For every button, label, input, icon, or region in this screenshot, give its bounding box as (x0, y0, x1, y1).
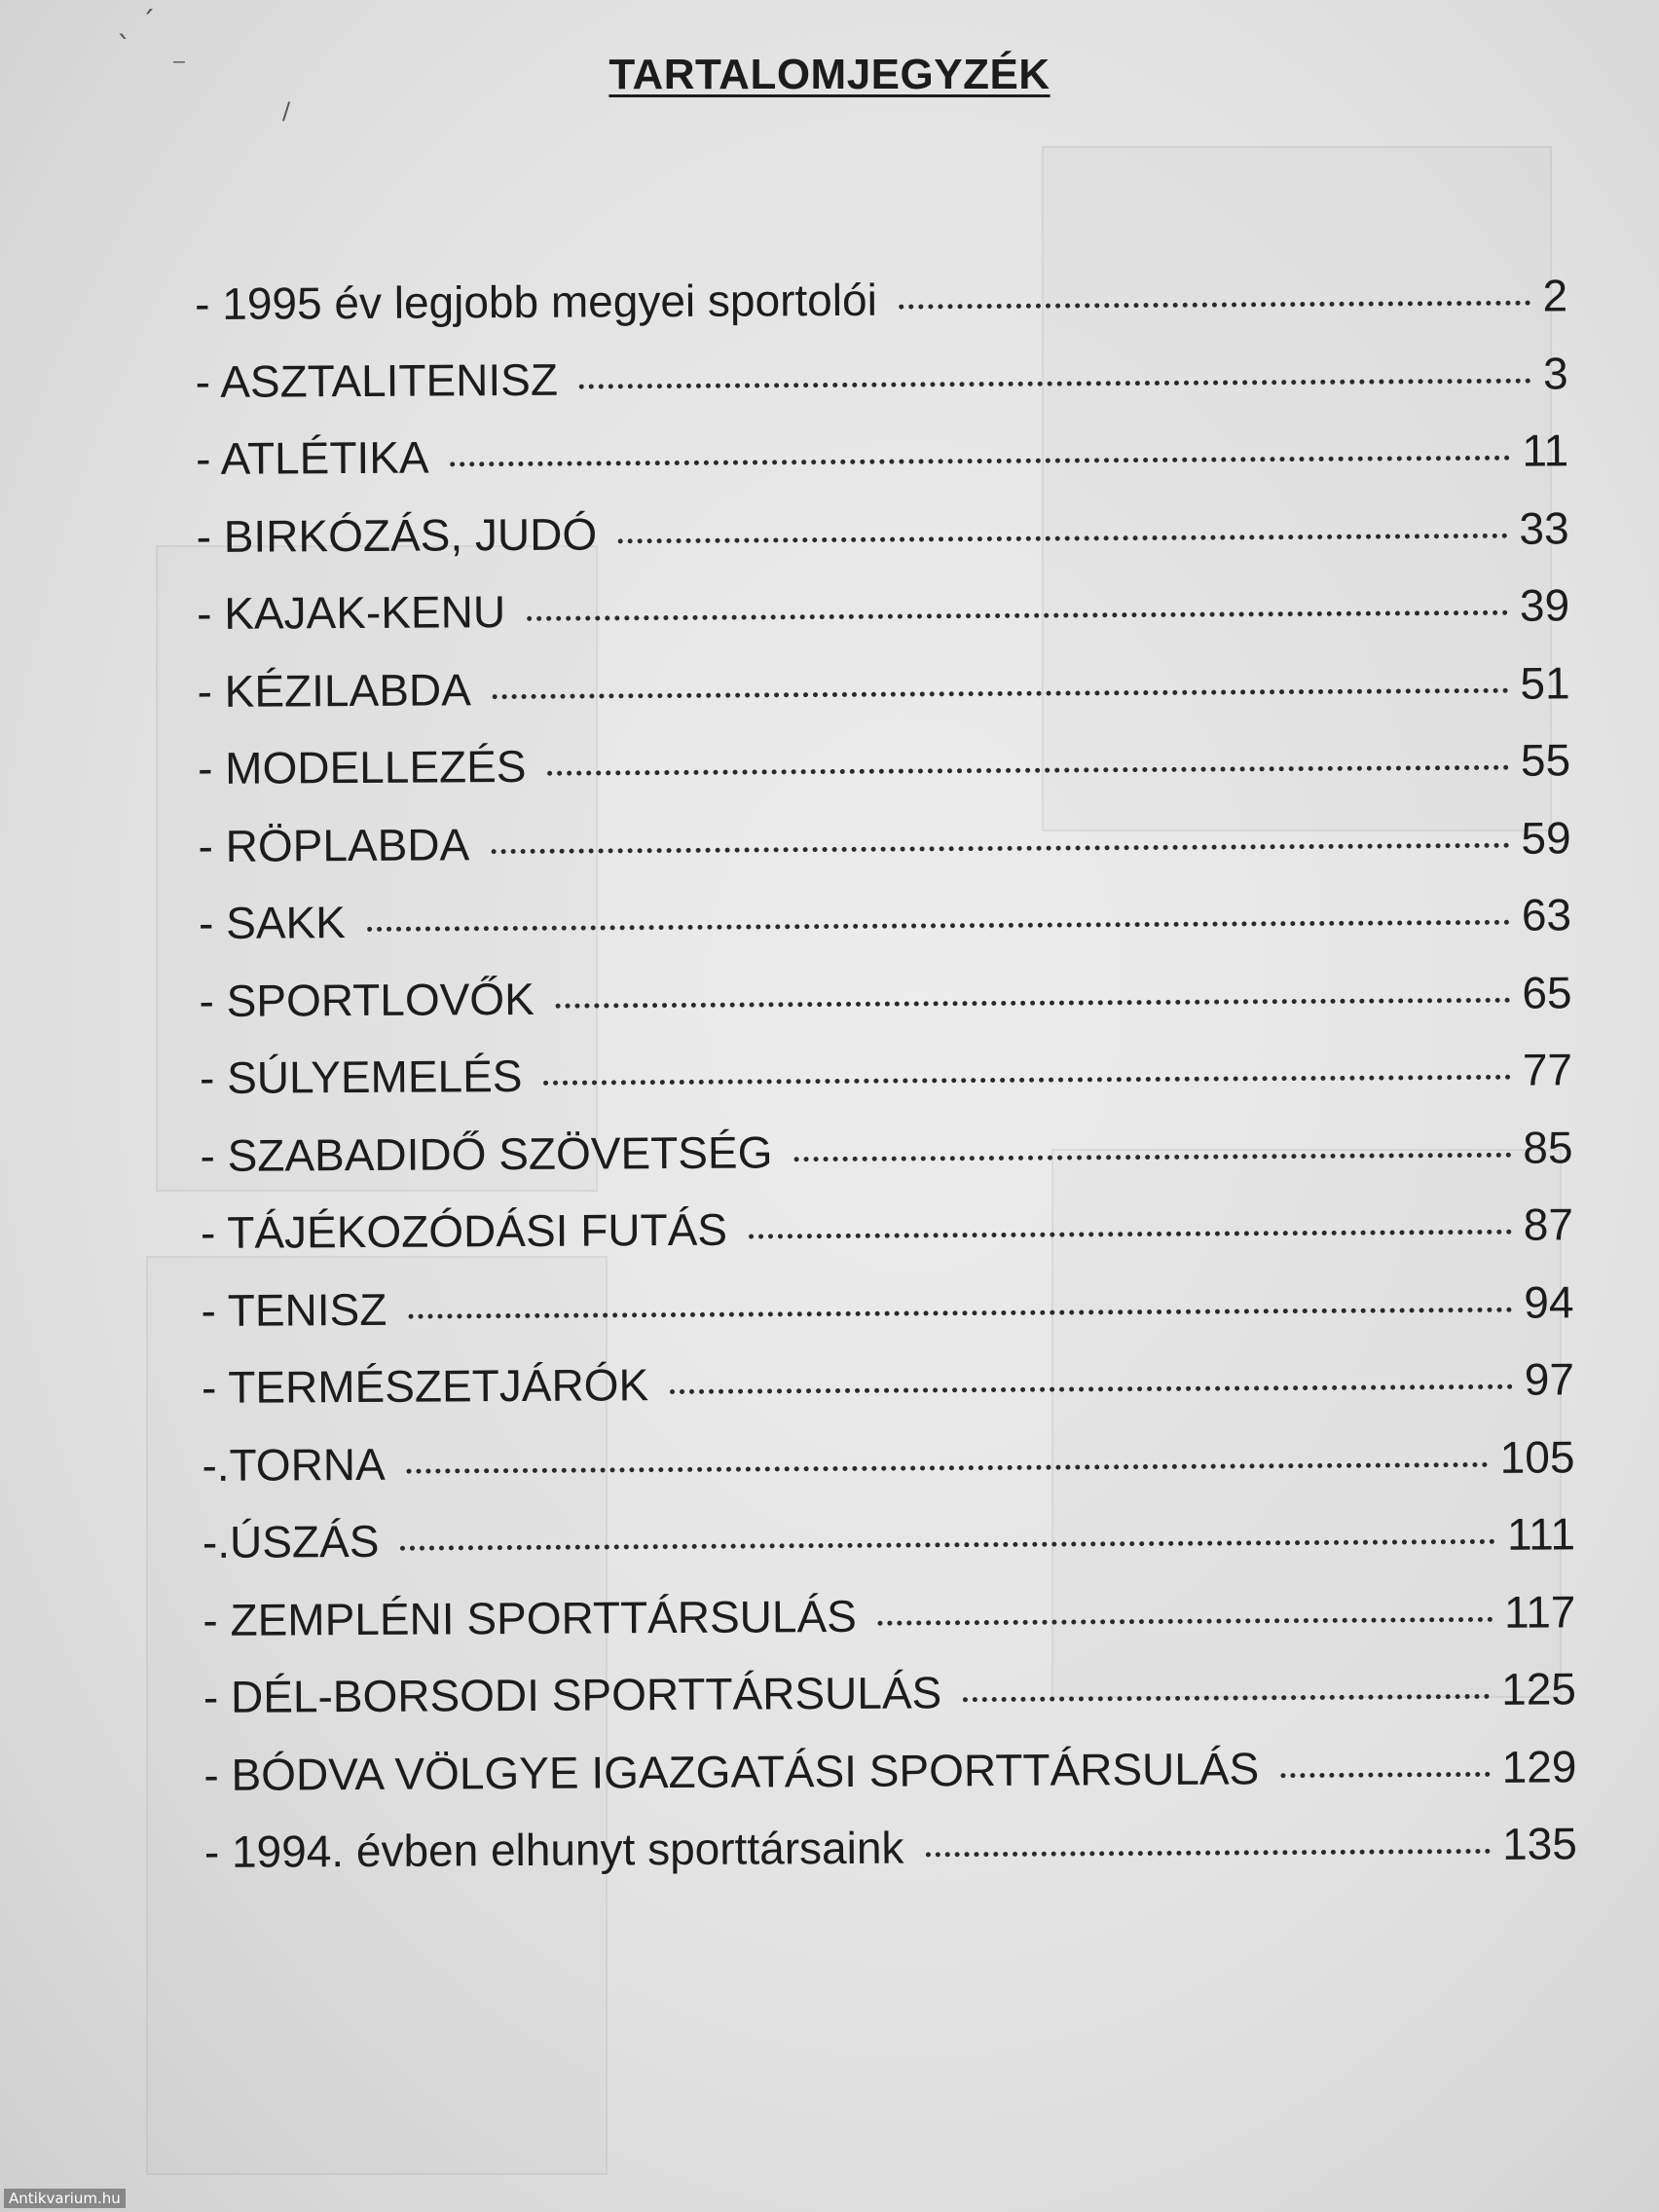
toc-entry[interactable] (203, 1737, 1576, 1823)
toc-entry-label: - BÓDVA VÖLGYE IGAZGATÁSI SPORTTÁRSULÁS (203, 1742, 1260, 1800)
dot-leader (556, 963, 1511, 1014)
toc-entry-page: 2 (1542, 270, 1568, 321)
dot-leader (749, 1196, 1512, 1245)
toc-entry[interactable] (198, 730, 1570, 816)
corner-scribble: ˎ ˊ (117, 6, 156, 40)
toc-entry-page: 129 (1501, 1740, 1577, 1792)
dot-leader (1280, 1737, 1491, 1783)
toc-entry[interactable] (197, 653, 1569, 739)
toc-entry-label: - ASZTALITENISZ (195, 353, 559, 407)
corner-scribble: ⁻ (171, 51, 187, 85)
toc-entry-page: 77 (1522, 1044, 1573, 1095)
toc-entry[interactable] (201, 1195, 1573, 1280)
toc-entry-page: 125 (1500, 1663, 1577, 1714)
toc-entry-label: - TÁJÉKOZÓDÁSI FUTÁS (200, 1203, 728, 1258)
title-text: TARTALOMJEGYZÉK (608, 51, 1051, 98)
toc-entry-page: 59 (1521, 811, 1571, 864)
dot-leader (670, 1350, 1513, 1400)
toc-entry-label: - BIRKÓZÁS, JUDÓ (196, 507, 598, 562)
dot-leader (925, 1815, 1491, 1863)
toc-entry[interactable] (199, 963, 1571, 1049)
toc-entry-page: 87 (1523, 1198, 1574, 1250)
toc-entry-label: - ATLÉTIKA (195, 431, 429, 484)
dot-leader (367, 886, 1510, 938)
toc-entry-label: - TERMÉSZETJÁRÓK (201, 1359, 649, 1413)
dot-leader (878, 1582, 1493, 1631)
toc-entry-label: - KÉZILABDA (197, 663, 471, 717)
dot-leader (899, 267, 1531, 315)
toc-entry-page: 135 (1501, 1818, 1578, 1869)
dot-leader (547, 731, 1509, 782)
toc-entry-page: 33 (1519, 501, 1569, 554)
dot-leader (491, 808, 1509, 859)
toc-entry-page: 11 (1522, 424, 1569, 476)
toc-entry[interactable] (203, 1659, 1576, 1745)
toc-entry[interactable] (202, 1349, 1574, 1435)
toc-entry[interactable] (198, 808, 1570, 894)
toc-entry-page: 111 (1506, 1508, 1576, 1560)
toc-entry-label: - ZEMPLÉNI SPORTTÁRSULÁS (203, 1590, 857, 1645)
toc-entry[interactable] (195, 266, 1567, 351)
toc-entry-label: - 1994. évben elhunyt sporttársaink (203, 1822, 904, 1877)
toc-entry-label: -.ÚSZÁS (202, 1515, 380, 1567)
toc-entry-label: - SPORTLOVŐK (199, 973, 535, 1026)
dot-leader (618, 498, 1508, 549)
toc-entry[interactable] (201, 1272, 1573, 1358)
toc-entry-page: 63 (1521, 889, 1572, 940)
toc-entry-label: - KAJAK-KENU (196, 586, 506, 639)
dot-leader (450, 422, 1510, 473)
toc-entry-page: 39 (1519, 579, 1570, 631)
toc-entry[interactable] (197, 575, 1569, 661)
toc-entry-label: - MODELLEZÉS (197, 740, 527, 793)
watermark: Antikvarium.hu (4, 2189, 126, 2208)
toc-entry[interactable] (196, 498, 1568, 584)
toc-entry-label: - SÚLYEMELÉS (199, 1050, 523, 1103)
toc-entry-page: 105 (1499, 1430, 1575, 1483)
toc-entry[interactable] (202, 1427, 1574, 1513)
toc-entry[interactable] (195, 344, 1567, 429)
dot-leader (407, 1427, 1489, 1479)
toc-entry-label: - SAKK (198, 897, 347, 948)
toc-entry-page: 94 (1524, 1275, 1574, 1328)
table-of-contents (195, 266, 1577, 1899)
toc-entry-label: - TENISZ (201, 1283, 387, 1336)
page-title (0, 51, 1659, 99)
dot-leader (527, 576, 1508, 627)
dot-leader (493, 653, 1509, 704)
dot-leader (408, 1272, 1512, 1324)
toc-entry-label: - RÖPLABDA (198, 818, 470, 871)
dot-leader (963, 1660, 1490, 1708)
toc-entry[interactable] (204, 1814, 1577, 1899)
toc-entry-page: 117 (1503, 1585, 1576, 1638)
toc-entry[interactable] (196, 421, 1568, 506)
dot-leader (400, 1505, 1495, 1557)
toc-entry[interactable] (200, 1118, 1572, 1203)
toc-entry-page: 3 (1542, 347, 1568, 399)
toc-entry-label: - 1995 év legjobb megyei sportolói (195, 274, 877, 329)
corner-scribble: / (282, 97, 291, 125)
toc-entry-page: 85 (1523, 1121, 1573, 1173)
toc-entry-page: 51 (1520, 656, 1570, 709)
dot-leader (543, 1041, 1511, 1091)
toc-entry-label: -.TORNA (202, 1438, 386, 1491)
dot-leader (579, 344, 1531, 394)
toc-entry[interactable] (203, 1582, 1575, 1668)
toc-entry[interactable] (199, 885, 1571, 971)
toc-entry-label: - DÉL-BORSODI SPORTTÁRSULÁS (203, 1667, 942, 1722)
toc-entry[interactable] (203, 1504, 1575, 1590)
toc-entry[interactable] (200, 1040, 1572, 1125)
toc-entry-page: 55 (1520, 734, 1571, 786)
toc-entry-page: 97 (1524, 1353, 1575, 1405)
toc-entry-label: - SZABADIDŐ SZÖVETSÉG (200, 1125, 773, 1181)
toc-entry-page: 65 (1522, 966, 1572, 1018)
dot-leader (793, 1118, 1511, 1167)
